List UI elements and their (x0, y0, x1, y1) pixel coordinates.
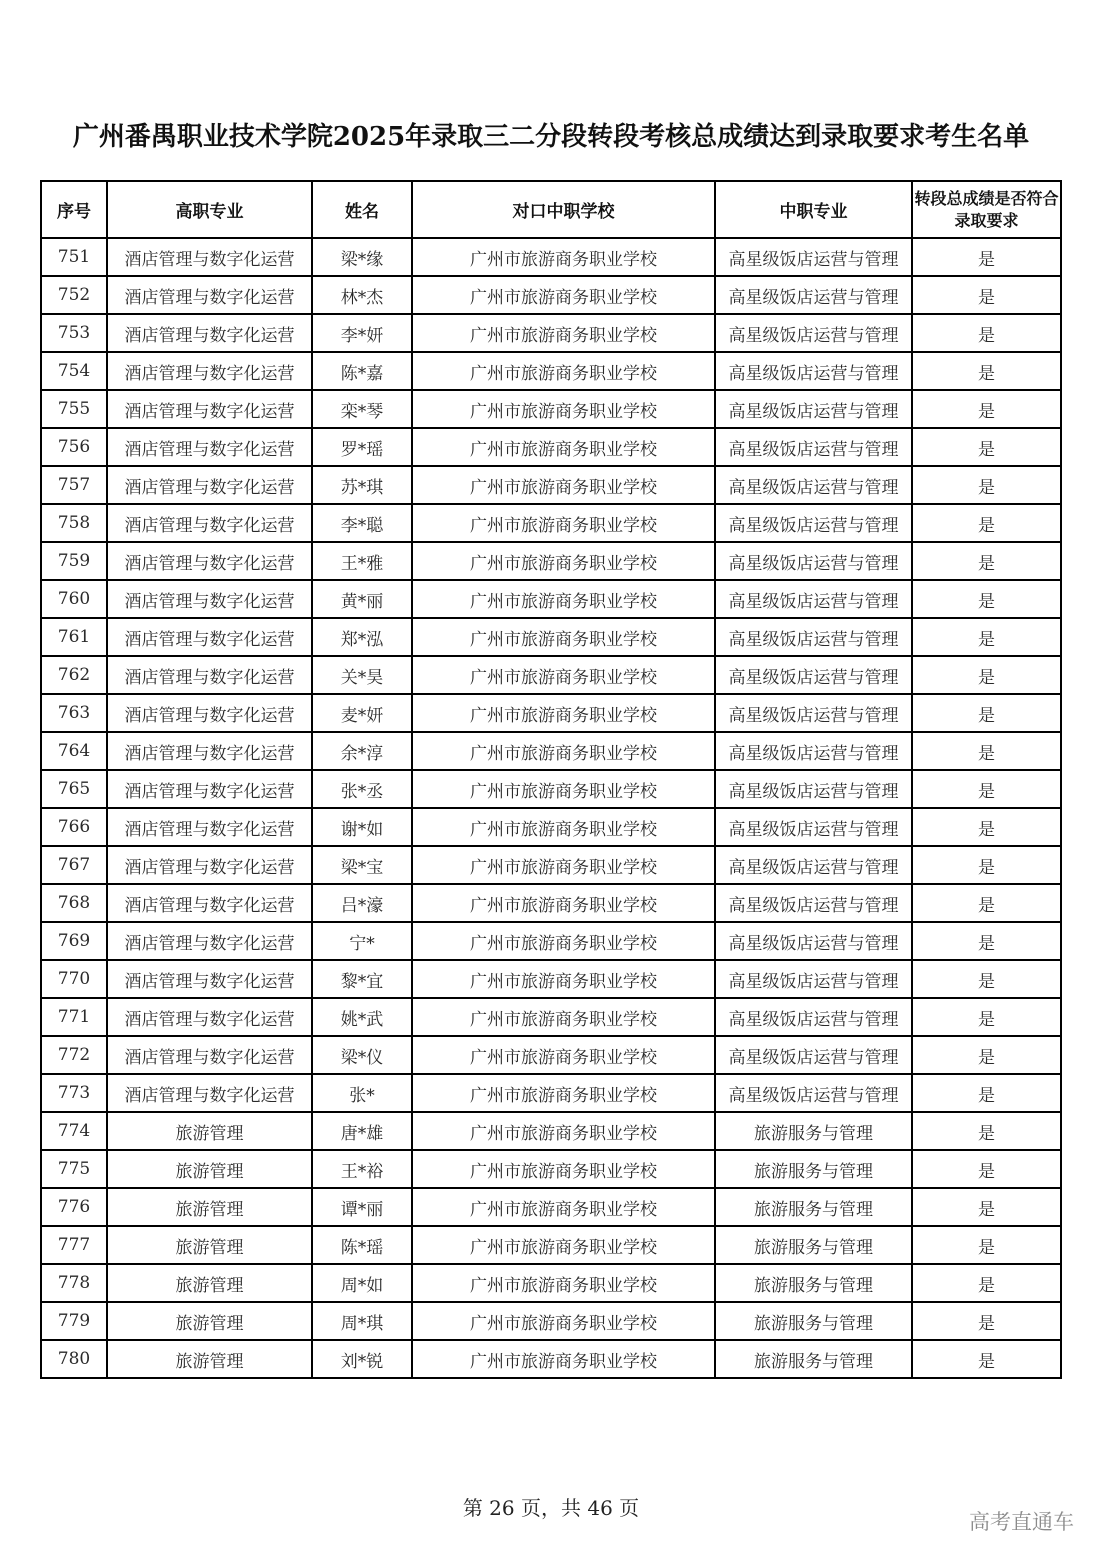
secondary-major-cell: 旅游服务与管理 (715, 1264, 912, 1302)
name-cell: 张*丞 (312, 770, 412, 808)
college-major-cell: 酒店管理与数字化运营 (107, 542, 312, 580)
table-row (41, 694, 1061, 732)
table-row (41, 580, 1061, 618)
secondary-major-cell: 高星级饭店运营与管理 (715, 542, 912, 580)
table-row (41, 1150, 1061, 1188)
secondary-school-cell: 广州市旅游商务职业学校 (412, 504, 715, 542)
secondary-major-cell: 旅游服务与管理 (715, 1302, 912, 1340)
qualified-cell: 是 (912, 314, 1061, 352)
qualified-cell: 是 (912, 1112, 1061, 1150)
secondary-school-cell: 广州市旅游商务职业学校 (412, 960, 715, 998)
serial-no-cell: 777 (41, 1226, 107, 1264)
college-major-cell: 酒店管理与数字化运营 (107, 960, 312, 998)
secondary-school-cell: 广州市旅游商务职业学校 (412, 770, 715, 808)
name-cell: 梁*仪 (312, 1036, 412, 1074)
serial-no-cell: 756 (41, 428, 107, 466)
college-major-cell: 旅游管理 (107, 1226, 312, 1264)
qualified-cell: 是 (912, 1226, 1061, 1264)
serial-no-cell: 773 (41, 1074, 107, 1112)
serial-no-cell: 772 (41, 1036, 107, 1074)
secondary-major-cell: 高星级饭店运营与管理 (715, 618, 912, 656)
table-header-row (41, 181, 1061, 238)
qualified-cell: 是 (912, 1036, 1061, 1074)
college-major-cell: 酒店管理与数字化运营 (107, 1036, 312, 1074)
name-cell: 王*雅 (312, 542, 412, 580)
secondary-school-cell: 广州市旅游商务职业学校 (412, 694, 715, 732)
table-row (41, 998, 1061, 1036)
college-major-cell: 酒店管理与数字化运营 (107, 656, 312, 694)
serial-no-cell: 780 (41, 1340, 107, 1378)
college-major-cell: 酒店管理与数字化运营 (107, 1074, 312, 1112)
name-cell: 苏*琪 (312, 466, 412, 504)
secondary-school-cell: 广州市旅游商务职业学校 (412, 1150, 715, 1188)
name-cell: 余*淳 (312, 732, 412, 770)
qualified-cell: 是 (912, 1264, 1061, 1302)
secondary-major-cell: 旅游服务与管理 (715, 1226, 912, 1264)
name-cell: 林*杰 (312, 276, 412, 314)
college-major-cell: 酒店管理与数字化运营 (107, 884, 312, 922)
qualified-cell: 是 (912, 1150, 1061, 1188)
secondary-major-cell: 高星级饭店运营与管理 (715, 504, 912, 542)
name-cell: 刘*锐 (312, 1340, 412, 1378)
secondary-school-cell: 广州市旅游商务职业学校 (412, 1112, 715, 1150)
table-row (41, 770, 1061, 808)
serial-no-cell: 754 (41, 352, 107, 390)
secondary-school-cell: 广州市旅游商务职业学校 (412, 884, 715, 922)
qualified-cell: 是 (912, 1074, 1061, 1112)
college-major-cell: 酒店管理与数字化运营 (107, 694, 312, 732)
table-body (41, 238, 1061, 1378)
table-row (41, 542, 1061, 580)
table-row (41, 1226, 1061, 1264)
name-cell: 谭*丽 (312, 1188, 412, 1226)
qualified-cell: 是 (912, 1340, 1061, 1378)
secondary-school-cell: 广州市旅游商务职业学校 (412, 1302, 715, 1340)
secondary-school-cell: 广州市旅游商务职业学校 (412, 808, 715, 846)
secondary-major-cell: 高星级饭店运营与管理 (715, 960, 912, 998)
secondary-school-cell: 广州市旅游商务职业学校 (412, 732, 715, 770)
serial-no-cell: 778 (41, 1264, 107, 1302)
serial-no-cell: 775 (41, 1150, 107, 1188)
qualified-cell: 是 (912, 732, 1061, 770)
table-row (41, 808, 1061, 846)
header-secondary-school: 对口中职学校 (412, 181, 715, 238)
secondary-major-cell: 高星级饭店运营与管理 (715, 580, 912, 618)
secondary-major-cell: 高星级饭店运营与管理 (715, 466, 912, 504)
table-row (41, 732, 1061, 770)
name-cell: 黄*丽 (312, 580, 412, 618)
serial-no-cell: 779 (41, 1302, 107, 1340)
college-major-cell: 酒店管理与数字化运营 (107, 504, 312, 542)
qualified-cell: 是 (912, 504, 1061, 542)
secondary-school-cell: 广州市旅游商务职业学校 (412, 1226, 715, 1264)
secondary-major-cell: 旅游服务与管理 (715, 1340, 912, 1378)
qualified-cell: 是 (912, 656, 1061, 694)
secondary-major-cell: 高星级饭店运营与管理 (715, 314, 912, 352)
name-cell: 吕*濠 (312, 884, 412, 922)
secondary-school-cell: 广州市旅游商务职业学校 (412, 1340, 715, 1378)
serial-no-cell: 771 (41, 998, 107, 1036)
header-secondary-major: 中职专业 (715, 181, 912, 238)
college-major-cell: 旅游管理 (107, 1150, 312, 1188)
qualified-cell: 是 (912, 960, 1061, 998)
college-major-cell: 酒店管理与数字化运营 (107, 580, 312, 618)
college-major-cell: 酒店管理与数字化运营 (107, 314, 312, 352)
qualified-cell: 是 (912, 694, 1061, 732)
name-cell: 宁* (312, 922, 412, 960)
serial-no-cell: 776 (41, 1188, 107, 1226)
college-major-cell: 酒店管理与数字化运营 (107, 732, 312, 770)
table-row (41, 1036, 1061, 1074)
qualified-cell: 是 (912, 238, 1061, 276)
serial-no-cell: 774 (41, 1112, 107, 1150)
table-row (41, 352, 1061, 390)
secondary-school-cell: 广州市旅游商务职业学校 (412, 656, 715, 694)
name-cell: 关*昊 (312, 656, 412, 694)
table-row (41, 238, 1061, 276)
secondary-major-cell: 高星级饭店运营与管理 (715, 808, 912, 846)
serial-no-cell: 769 (41, 922, 107, 960)
college-major-cell: 酒店管理与数字化运营 (107, 618, 312, 656)
secondary-school-cell: 广州市旅游商务职业学校 (412, 542, 715, 580)
name-cell: 唐*雄 (312, 1112, 412, 1150)
secondary-major-cell: 高星级饭店运营与管理 (715, 884, 912, 922)
table-row (41, 314, 1061, 352)
header-serial-no: 序号 (41, 181, 107, 238)
secondary-school-cell: 广州市旅游商务职业学校 (412, 276, 715, 314)
college-major-cell: 旅游管理 (107, 1340, 312, 1378)
qualified-cell: 是 (912, 618, 1061, 656)
college-major-cell: 旅游管理 (107, 1264, 312, 1302)
college-major-cell: 酒店管理与数字化运营 (107, 276, 312, 314)
table-row (41, 428, 1061, 466)
table-row (41, 1302, 1061, 1340)
qualified-cell: 是 (912, 808, 1061, 846)
secondary-school-cell: 广州市旅游商务职业学校 (412, 922, 715, 960)
name-cell: 周*如 (312, 1264, 412, 1302)
name-cell: 梁*缘 (312, 238, 412, 276)
serial-no-cell: 766 (41, 808, 107, 846)
college-major-cell: 酒店管理与数字化运营 (107, 770, 312, 808)
name-cell: 郑*泓 (312, 618, 412, 656)
name-cell: 栾*琴 (312, 390, 412, 428)
secondary-school-cell: 广州市旅游商务职业学校 (412, 1264, 715, 1302)
secondary-major-cell: 高星级饭店运营与管理 (715, 238, 912, 276)
secondary-major-cell: 高星级饭店运营与管理 (715, 770, 912, 808)
name-cell: 陈*瑶 (312, 1226, 412, 1264)
name-cell: 罗*瑶 (312, 428, 412, 466)
secondary-major-cell: 高星级饭店运营与管理 (715, 732, 912, 770)
qualified-cell: 是 (912, 846, 1061, 884)
secondary-major-cell: 高星级饭店运营与管理 (715, 922, 912, 960)
college-major-cell: 旅游管理 (107, 1302, 312, 1340)
name-cell: 谢*如 (312, 808, 412, 846)
college-major-cell: 酒店管理与数字化运营 (107, 390, 312, 428)
serial-no-cell: 755 (41, 390, 107, 428)
secondary-school-cell: 广州市旅游商务职业学校 (412, 1036, 715, 1074)
serial-no-cell: 761 (41, 618, 107, 656)
secondary-school-cell: 广州市旅游商务职业学校 (412, 428, 715, 466)
college-major-cell: 酒店管理与数字化运营 (107, 238, 312, 276)
secondary-major-cell: 高星级饭店运营与管理 (715, 276, 912, 314)
secondary-school-cell: 广州市旅游商务职业学校 (412, 580, 715, 618)
serial-no-cell: 762 (41, 656, 107, 694)
secondary-major-cell: 高星级饭店运营与管理 (715, 656, 912, 694)
name-cell: 李*妍 (312, 314, 412, 352)
table-row (41, 1340, 1061, 1378)
table-row (41, 466, 1061, 504)
admission-roster-table (40, 180, 1062, 1379)
table-row (41, 922, 1061, 960)
serial-no-cell: 757 (41, 466, 107, 504)
serial-no-cell: 753 (41, 314, 107, 352)
serial-no-cell: 758 (41, 504, 107, 542)
secondary-school-cell: 广州市旅游商务职业学校 (412, 1188, 715, 1226)
table-row (41, 618, 1061, 656)
secondary-school-cell: 广州市旅游商务职业学校 (412, 998, 715, 1036)
qualified-cell: 是 (912, 390, 1061, 428)
qualified-cell: 是 (912, 922, 1061, 960)
table-row (41, 656, 1061, 694)
serial-no-cell: 759 (41, 542, 107, 580)
serial-no-cell: 765 (41, 770, 107, 808)
header-qualified: 转段总成绩是否符合录取要求 (912, 181, 1061, 238)
table-row (41, 1264, 1061, 1302)
header-name: 姓名 (312, 181, 412, 238)
college-major-cell: 酒店管理与数字化运营 (107, 846, 312, 884)
secondary-major-cell: 高星级饭店运营与管理 (715, 352, 912, 390)
name-cell: 梁*宝 (312, 846, 412, 884)
secondary-school-cell: 广州市旅游商务职业学校 (412, 466, 715, 504)
name-cell: 张* (312, 1074, 412, 1112)
qualified-cell: 是 (912, 542, 1061, 580)
secondary-major-cell: 旅游服务与管理 (715, 1188, 912, 1226)
name-cell: 姚*武 (312, 998, 412, 1036)
secondary-major-cell: 高星级饭店运营与管理 (715, 1036, 912, 1074)
table-row (41, 390, 1061, 428)
name-cell: 陈*嘉 (312, 352, 412, 390)
table-row (41, 276, 1061, 314)
name-cell: 王*裕 (312, 1150, 412, 1188)
name-cell: 麦*妍 (312, 694, 412, 732)
qualified-cell: 是 (912, 998, 1061, 1036)
secondary-major-cell: 高星级饭店运营与管理 (715, 428, 912, 466)
table-row (41, 1112, 1061, 1150)
secondary-school-cell: 广州市旅游商务职业学校 (412, 1074, 715, 1112)
page-number-footer: 第 26 页，共 46 页 (462, 1496, 640, 1520)
secondary-major-cell: 高星级饭店运营与管理 (715, 1074, 912, 1112)
qualified-cell: 是 (912, 352, 1061, 390)
secondary-major-cell: 高星级饭店运营与管理 (715, 390, 912, 428)
secondary-school-cell: 广州市旅游商务职业学校 (412, 314, 715, 352)
serial-no-cell: 767 (41, 846, 107, 884)
serial-no-cell: 768 (41, 884, 107, 922)
serial-no-cell: 752 (41, 276, 107, 314)
qualified-cell: 是 (912, 428, 1061, 466)
qualified-cell: 是 (912, 466, 1061, 504)
document-title: 广州番禺职业技术学院2025年录取三二分段转段考核总成绩达到录取要求考生名单 (72, 122, 1030, 152)
college-major-cell: 酒店管理与数字化运营 (107, 428, 312, 466)
secondary-major-cell: 高星级饭店运营与管理 (715, 998, 912, 1036)
secondary-school-cell: 广州市旅游商务职业学校 (412, 238, 715, 276)
name-cell: 黎*宜 (312, 960, 412, 998)
secondary-major-cell: 高星级饭店运营与管理 (715, 846, 912, 884)
college-major-cell: 酒店管理与数字化运营 (107, 808, 312, 846)
college-major-cell: 旅游管理 (107, 1112, 312, 1150)
serial-no-cell: 751 (41, 238, 107, 276)
secondary-school-cell: 广州市旅游商务职业学校 (412, 352, 715, 390)
serial-no-cell: 763 (41, 694, 107, 732)
secondary-major-cell: 高星级饭店运营与管理 (715, 694, 912, 732)
qualified-cell: 是 (912, 1302, 1061, 1340)
college-major-cell: 酒店管理与数字化运营 (107, 466, 312, 504)
table-row (41, 504, 1061, 542)
secondary-major-cell: 旅游服务与管理 (715, 1112, 912, 1150)
name-cell: 李*聪 (312, 504, 412, 542)
college-major-cell: 酒店管理与数字化运营 (107, 998, 312, 1036)
qualified-cell: 是 (912, 1188, 1061, 1226)
college-major-cell: 酒店管理与数字化运营 (107, 922, 312, 960)
table-row (41, 884, 1061, 922)
secondary-school-cell: 广州市旅游商务职业学校 (412, 390, 715, 428)
qualified-cell: 是 (912, 770, 1061, 808)
table-row (41, 1188, 1061, 1226)
table-row (41, 960, 1061, 998)
table-row (41, 846, 1061, 884)
qualified-cell: 是 (912, 580, 1061, 618)
serial-no-cell: 770 (41, 960, 107, 998)
table-row (41, 1074, 1061, 1112)
qualified-cell: 是 (912, 884, 1061, 922)
header-college-major: 高职专业 (107, 181, 312, 238)
college-major-cell: 旅游管理 (107, 1188, 312, 1226)
secondary-major-cell: 旅游服务与管理 (715, 1150, 912, 1188)
secondary-school-cell: 广州市旅游商务职业学校 (412, 618, 715, 656)
serial-no-cell: 760 (41, 580, 107, 618)
serial-no-cell: 764 (41, 732, 107, 770)
watermark: 高考直通车 (969, 1510, 1074, 1534)
name-cell: 周*琪 (312, 1302, 412, 1340)
qualified-cell: 是 (912, 276, 1061, 314)
college-major-cell: 酒店管理与数字化运营 (107, 352, 312, 390)
secondary-school-cell: 广州市旅游商务职业学校 (412, 846, 715, 884)
